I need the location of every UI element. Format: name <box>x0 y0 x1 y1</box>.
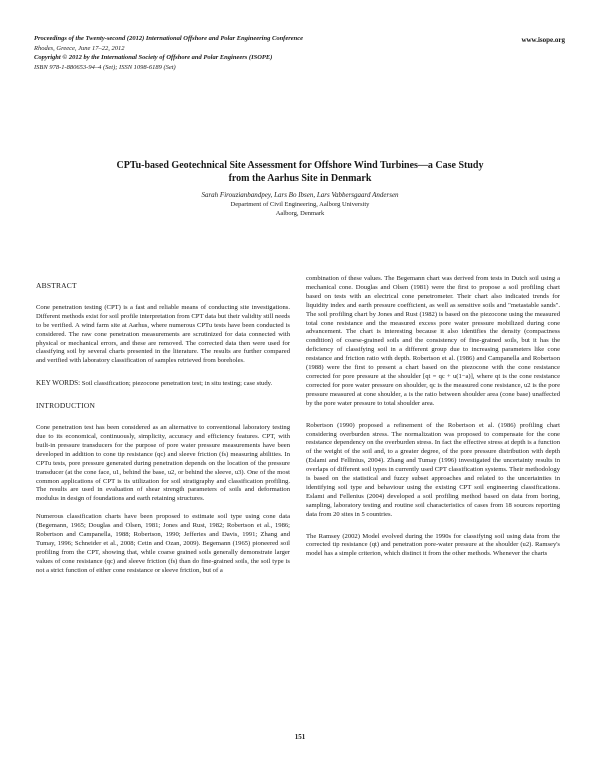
right-paragraph-1: combination of these values. The Begemann chart was derived from tests in Dutch soil using a mechanical cone. Douglas and Olsen (1981) were the first to propose a soil profiling chart based on tests with an electrical cone penetrometer. Their chart also indicated trends for liquidity index and earth pressure coefficient, as well as sensitive soils and "metastable sands". The soil profiling chart by Jones and Rust (1982) is based on the piezocone using the measured total cone resistance and the measured excess pore water pressure mobilized during cone advancement. The chart is interesting because it also identifies the density (compactness condition) of coarse-grained soils and the consistency of fine-grained soils, but it has the deficiency of classifying soil in a different group due to increasing parameters like cone resistance and friction ratio with depth. Robertson et al. (1986) and Campanella and Robertson (1988) were the first to present a chart based on the piezocone with the cone resistance corrected for pore pressure at the shoulder [qt = qc + u(1−a)], where qt is the cone resistance corrected for pore water pressure on shoulder, qc is the measured cone resistance, u2 is the pore pressure measured at cone shoulder, a is the ratio between shoulder area (cone base) unaffected by the pore water pressure to total shoulder area. <box>306 275 560 407</box>
abstract-text: Cone penetration testing (CPT) is a fast and reliable means of conducting site investigations. Different methods exist for soil profile interpretation from CPT data but their validity still needs to be verified. A wind farm site at Aarhus, where numerous CPTu tests have been conducted is considered. The raw cone penetration measurements are scrutinized for data connected with physical or mechanical errors, and these are removed. The corrected data then were used for classifying soil by several charts presented in the literature. The results are further compared and verified with laboratory classification of samples retrieved from boreholes. <box>36 303 290 365</box>
introduction-paragraph-1: Cone penetration test has been considered as an alternative to conventional laboratory testing due to its economical, continuously, simplicity, accuracy and efficiency features. CPT, with built-in pressure transducers for the purpose of pore water pressure measurements have been developed in addition to cone tip resistance (qc) and sleeve friction (fs) measuring abilities. In CPTu tests, pore pressure generated during penetration depends on the location of the pressure transducer (at the cone face, u1, behind the base, u2, or behind the sleeve, u3). One of the most common applications of CPT is its utilization for soil stratigraphy and classification profiling. The results are used in evaluation of shear strength parameters of soils and deformation modulus in design of foundations and earth retaining structures. <box>36 424 290 503</box>
author-list: Sarah Firouzianbandpey, Lars Bo Ibsen, Lars Vabbersgaard Andersen <box>201 191 399 199</box>
keywords <box>36 379 290 389</box>
left-column <box>36 282 290 585</box>
introduction-paragraph-2: Numerous classification charts have been proposed to estimate soil type using cone data (Begemann, 1965; Douglas and Olsen, 1981; Jones and Rust, 1982; Robertson et al., 1986; Robertson and Campanella, 1988; Robertson, 1990; Jefferies and Davis, 1991; Zhang and Tumay, 1996; Schneider et al., 2008; Cetin and Ozan, 2009). Begemann (1965) pioneered soil profiling from the CPT, showing that, while coarse grained soils generally demonstrate larger values of cone resistance (qc) and sleeve friction (fs) than do fine-grained soils, the soil type is not a strict function of either cone resistance or sleeve friction, but of a <box>36 513 290 574</box>
proceedings-header <box>34 34 474 72</box>
right-paragraph-2: Robertson (1990) proposed a refinement of the Robertson et al. (1986) profiling chart considering overburden stress. The normalization was proposed to compensate for the cone resistance dependency on the overburden stress. In fact the effective stress at depth is a function of the weight of the soil and, to a greater degree, of the pore pressure distribution with depth (Eslami and Fellinius, 2004). Zhang and Tumay (1996) investigated the uncertainty results in overlaps of different soil types in currently used CPT classification systems. Their methodology is based on the statistical and fuzzy subset approaches and related to the uncertainties in identifying soil type and behaviour using the existing CPT soil engineering classifications. Eslami and Fellenius (2004) developed a soil profiling method based on data from boring, sampling, laboratory testing and routine soil characteristics of cases from 18 sources reporting data from 20 sites in 5 countries. <box>306 421 560 518</box>
copyright-line: Copyright © 2012 by the International Society of Offshore and Polar Engineers (ISOPE) <box>34 54 273 62</box>
affiliation-city: Aalborg, Denmark <box>275 210 325 217</box>
right-column <box>306 275 560 568</box>
title-line-1: CPTu-based Geotechnical Site Assessment for Offshore Wind Turbines—a Case Study <box>116 160 484 171</box>
affiliation <box>60 200 540 218</box>
page-number: 151 <box>294 733 306 741</box>
keywords-text: Soil classification; piezocone penetration test; in situ testing; case study. <box>81 380 273 388</box>
keywords-label: KEY WORDS: <box>36 379 81 388</box>
abstract-heading: ABSTRACT <box>36 281 77 290</box>
conference-name: Proceedings of the Twenty-second (2012) International Offshore and Polar Engineering Conference <box>34 35 304 42</box>
conference-location: Rhodes, Greece, June 17–22, 2012 <box>34 44 125 52</box>
title-line-2: from the Aarhus Site in Denmark <box>228 173 372 184</box>
website-link[interactable]: www.isope.org <box>521 36 565 44</box>
paper-title <box>60 159 540 185</box>
right-paragraph-3: The Ramsey (2002) Model evolved during the 1990s for classifying soil using data from the corrected tip resistance (qt) and penetration pore-water pressure at the shoulder (u2). Ramsey's model has a simple criterion, which distinct it from the other methods. Whenever the charts <box>306 532 560 558</box>
introduction-heading: INTRODUCTION <box>36 401 96 411</box>
isbn-line: ISBN 978-1-880653-94–4 (Set); ISSN 1098-6189 (Set) <box>34 63 176 71</box>
affiliation-dept: Department of Civil Engineering, Aalborg University <box>230 201 370 208</box>
